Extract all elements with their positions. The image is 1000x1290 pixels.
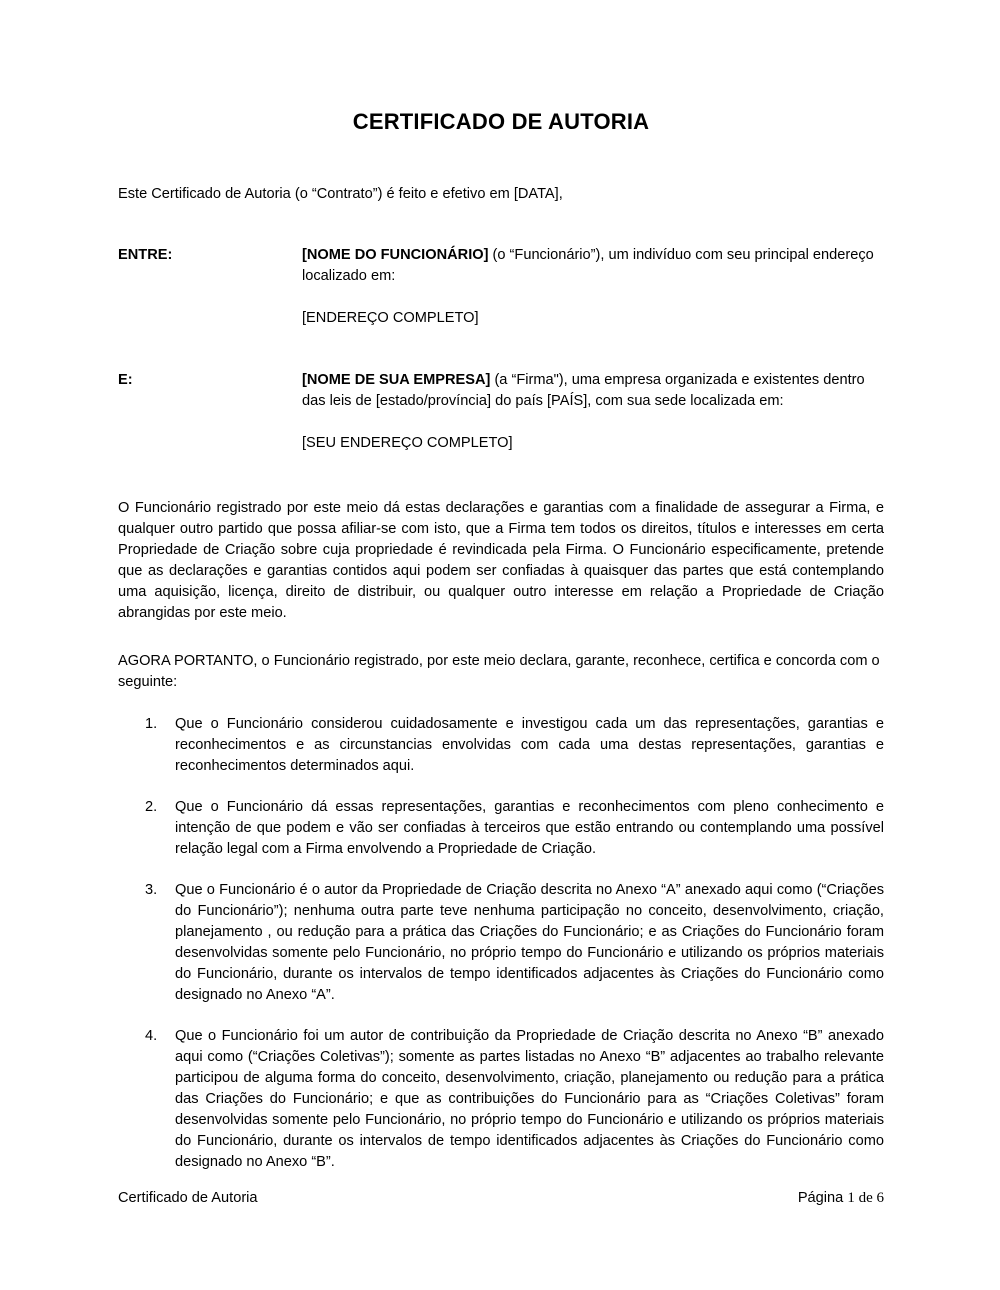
party-block-company <box>118 329 884 454</box>
footer-page-field: 1 de 6 <box>847 1190 884 1206</box>
party-detail-employee: (o “Funcionário”), um indivíduo com seu principal endereço localizado em: <box>302 246 874 284</box>
party-address-employee: [ENDEREÇO COMPLETO] <box>302 309 479 326</box>
footer-page-number <box>798 1188 884 1209</box>
party-label-e: E: <box>118 371 133 388</box>
party-name-company: [NOME DE SUA EMPRESA] <box>302 371 491 388</box>
party-body-company <box>302 370 884 454</box>
clause-text: Que o Funcionário foi um autor de contribuição da Propriedade de Criação descrita no Anexo “B” anexado aqui como (“Criações Coletivas”); somente as partes listadas no Anexo “B” adjacentes ao trabalho relevante participou de alguma forma do conceito, desenvolvimento, criação, planejamento ou redução para a prática das Criações do Funcionário; e que as contribuições do Funcionário para as “Criações Coletivas” foram desenvolvidas somente pelo Funcionário, no próprio tempo do Funcionário e utilizando os próprios materiais do Funcionário, durante os intervalos de tempo identificados adjacentes às Criações do Funcionário como designado no Anexo “B”. <box>175 1027 884 1170</box>
party-label-entre: ENTRE: <box>118 246 173 263</box>
clause-item <box>175 1026 884 1173</box>
clause-list <box>118 714 884 1173</box>
party-description-company <box>302 370 884 412</box>
clause-item <box>175 880 884 1006</box>
clause-text: Que o Funcionário dá essas representações, garantias e reconhecimentos com pleno conhecimento e intenção de que podem e vão ser confiadas à terceiros que estão entrando ou contemplando uma possível relação legal com a Firma envolvendo a Propriedade de Criação. <box>175 798 884 857</box>
intro-paragraph: Este Certificado de Autoria (o “Contrato”) é feito e efetivo em [DATA], <box>118 185 563 202</box>
operative-lead-paragraph: AGORA PORTANTO, o Funcionário registrado, por este meio declara, garante, reconhece, certifica e concorda com o seguinte: <box>118 652 880 690</box>
party-description-employee <box>302 245 884 287</box>
party-address-company: [SEU ENDEREÇO COMPLETO] <box>302 434 513 451</box>
party-block-employee <box>118 205 884 329</box>
footer-document-name: Certificado de Autoria <box>118 1190 258 1206</box>
footer-page-label: Página <box>797 1190 848 1206</box>
party-body-employee <box>302 245 884 329</box>
clause-item <box>175 714 884 777</box>
clause-text: Que o Funcionário é o autor da Propriedade de Criação descrita no Anexo “A” anexado aqui como (“Criações do Funcionário”); nenhuma outra parte teve nenhuma participação no conceito, desenvolvimento, criação, planejamento , ou redução para a prática das Criações do Funcionário; e as Criações do Funcionário foram desenvolvidas somente pelo Funcionário, no próprio tempo do Funcionário e utilizando os próprios materiais do Funcionário, durante os intervalos de tempo identificados adjacentes às Criações do Funcionário como designado no Anexo “A”. <box>175 881 884 1003</box>
page-title: CERTIFICADO DE AUTORIA <box>352 109 650 134</box>
document-content <box>118 0 884 1173</box>
page-footer <box>118 1188 884 1209</box>
clause-text: Que o Funcionário considerou cuidadosamente e investigou cada um das representações, garantias e reconhecimentos e as circunstancias envolvidas com cada uma destas representações, garantias e reconhecimentos determinados aqui. <box>175 715 884 774</box>
party-detail-company: (a “Firma"), uma empresa organizada e existentes dentro das leis de [estado/província] do país [PAÍS], com sua sede localizada em: <box>302 371 865 409</box>
party-name-employee: [NOME DO FUNCIONÁRIO] <box>302 246 489 263</box>
clause-item <box>175 797 884 860</box>
recitals-paragraph: O Funcionário registrado por este meio dá estas declarações e garantias com a finalidade de assegurar a Firma, e qualquer outro partido que possa afiliar-se com isto, que a Firma tem todos os direitos, títulos e interesses em certa Propriedade de Criação sobre cuja propriedade é revindicada pela Firma. O Funcionário especificamente, pretende que as declarações e garantias contidos aqui podem ser confiadas à quaisquer das partes que está contemplando uma aquisição, licença, direito de distribuir, ou qualquer outro interesse em relação a Propriedade de Criação abrangidas por este meio. <box>118 499 884 621</box>
